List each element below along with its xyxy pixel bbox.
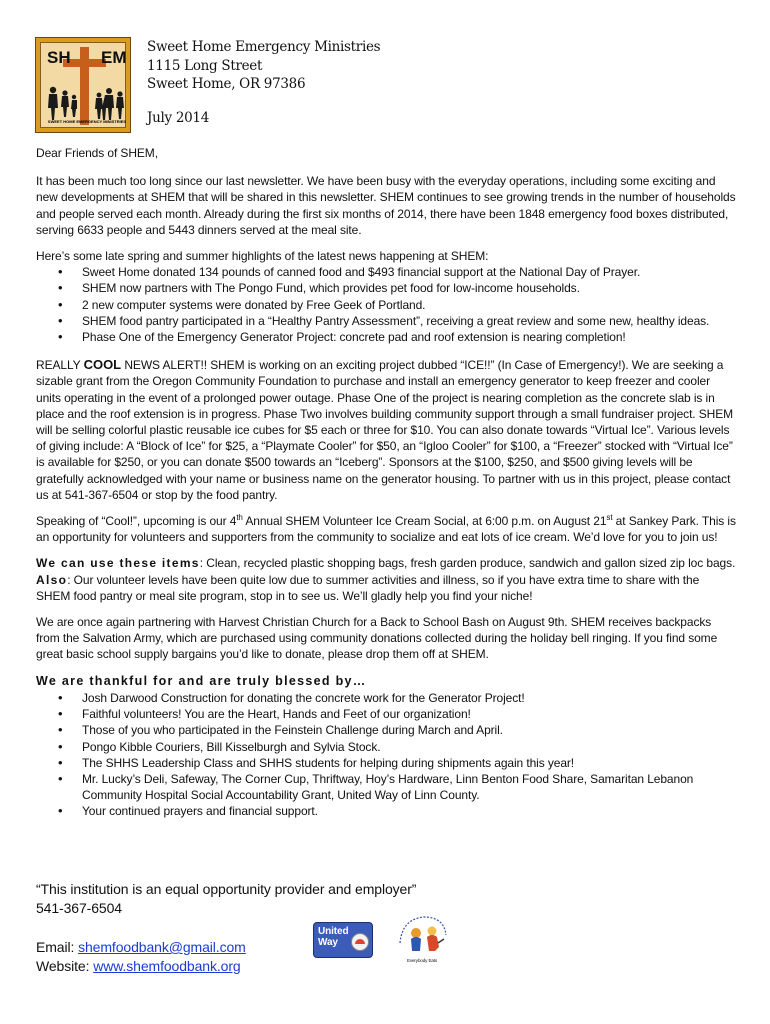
thanks-list: [36, 690, 736, 820]
alert-cool-word: COOL: [83, 357, 122, 373]
list-item: • The SHHS Leadership Class and SHHS students for helping during shipments again this year!: [36, 755, 736, 771]
website-label: Website:: [36, 958, 94, 974]
united-way-line-2: Way: [318, 937, 338, 948]
linn-benton-caption: Everybody Eats: [406, 958, 438, 963]
social-sup-2: st: [606, 513, 613, 523]
food-share-figures-icon: [392, 913, 452, 957]
highlights-lead: Here’s some late spring and summer highlights of the latest news happening at SHEM:: [36, 249, 489, 264]
letterhead-address: [147, 38, 380, 127]
list-item: • Josh Darwood Construction for donating the concrete work for the Generator Project!: [36, 690, 736, 706]
intro-paragraph: It has been much too long since our last newsletter. We have been busy with the everyday operations, including some exciting and new developments at SHEM that will be shared in this newsletter. SHEM continues to see growing trends in the number of households and people served each month. Already during the first six months of 2014, there have been 1848 emergency food boxes distributed, serving 6633 people and 5443 dinners served at the meal site.: [36, 174, 736, 237]
logo-letters: [47, 48, 127, 67]
email-link[interactable]: shemfoodbank@gmail.com: [78, 939, 246, 955]
alert-text: NEWS ALERT!! SHEM is working on an exciting project dubbed “ICE!!” (In Case of Emergency!). We are seeking a sizable grant from the Oregon Community Foundation to purchase and install an emergency generator to keep freezer and cooler units operating in the event of a prolonged power outage. Phase One of the project is nearing completion as the concrete slab is in place and the roof extension is in progress. Phase Two involves building community support through a small fundraiser project. SHEM will be selling colorful plastic reusable ice cubes for $5 each or three for $10. You can also donate towards “Virtual Ice”. Various levels of giving include: A “Block of Ice” for $25, a “Playmate Cooler” for $50, an “Igloo Cooler” for $100, a “Freezer” stocked with “Virtual Ice” is available for $250, or you can donate $500 towards an “Iceberg”. Sponsors at the $100, $250, and $500 giving levels will be gratefully acknowledged with your name or business name on the generator housing. To partner with us in this project, please contact us at 541-367-6504 or stop by the food pantry.: [36, 358, 734, 502]
alert-prefix: REALLY: [36, 358, 84, 373]
list-item: • SHEM food pantry participated in a “Healthy Pantry Assessment”, receiving a great review and some new, healthy ideas.: [36, 313, 736, 329]
list-item: • 2 new computer systems were donated by Free Geek of Portland.: [36, 297, 736, 313]
footer: [36, 880, 436, 976]
list-item: • SHEM now partners with The Pongo Fund, which provides pet food for low-income households.: [36, 280, 736, 296]
items-needed-text: : Clean, recycled plastic shopping bags, fresh garden produce, sandwich and gallon sized zip loc bags.: [199, 556, 736, 571]
email-line: [36, 938, 436, 957]
items-needed-heading: We can use these items: [36, 556, 200, 571]
list-item: • Faithful volunteers! You are the Heart, Hands and Feet of our organization!: [36, 706, 736, 722]
street-address: 1115 Long Street: [147, 57, 263, 74]
list-item: • Phase One of the Emergency Generator Project: concrete pad and roof extension is nearing completion!: [36, 329, 736, 345]
email-label: Email:: [36, 939, 79, 955]
united-way-wordmark: [318, 926, 349, 948]
also-text: : Our volunteer levels have been quite low due to summer activities and illness, so if you have extra time to share with the SHEM food pantry or meal site program, stop in to see us. We’ll gladly help you find your niche!: [36, 572, 700, 603]
linn-benton-food-share-logo-icon: [392, 913, 452, 963]
united-way-line-1: United: [318, 926, 349, 937]
united-way-hand-icon: [351, 933, 369, 951]
footer-phone: 541-367-6504: [36, 900, 122, 916]
newsletter-body: [36, 145, 736, 832]
ice-alert-paragraph: [36, 357, 736, 503]
newsletter-date: July 2014: [147, 109, 209, 126]
list-item: • Those of you who participated in the Feinstein Challenge during March and April.: [36, 722, 736, 738]
social-text-1: Speaking of “Cool!”, upcoming is our 4: [36, 514, 237, 529]
list-item: • Pongo Kibble Couriers, Bill Kisselburgh and Sylvia Stock.: [36, 739, 736, 755]
list-item: • Sweet Home donated 134 pounds of canned food and $493 financial support at the National Day of Prayer.: [36, 264, 736, 280]
ice-cream-social-paragraph: [36, 513, 736, 545]
thanks-heading: We are thankful for and are truly blessed by…: [36, 673, 367, 688]
website-line: [36, 957, 436, 976]
greeting: Dear Friends of SHEM,: [36, 146, 158, 160]
logo-panel: [40, 42, 126, 128]
social-text-2: Annual SHEM Volunteer Ice Cream Social, at 6:00 p.m. on August 21: [242, 514, 607, 529]
list-item: • Your continued prayers and financial support.: [36, 803, 736, 819]
social-text-3: at Sankey Park. This is an opportunity for volunteers and supporters from the community to socialize and eat lots of ice cream. We’d love for you to join us!: [36, 514, 736, 545]
logo-letters-right: EM: [101, 48, 127, 67]
city-state-zip: Sweet Home, OR 97386: [147, 76, 306, 92]
highlights-list: [36, 264, 736, 345]
shem-logo-icon: [35, 37, 131, 133]
equal-opportunity-statement: “This institution is an equal opportunity provider and employer”: [36, 881, 417, 897]
also-label: Also: [36, 572, 68, 587]
org-name: Sweet Home Emergency Ministries: [147, 39, 381, 55]
logo-letters-left: SH: [47, 48, 71, 67]
family-figures-icon: [44, 83, 128, 123]
back-to-school-paragraph: We are once again partnering with Harvest Christian Church for a Back to School Bash on August 9th. SHEM receives backpacks from the Salvation Army, which are purchased using community donations collected during the holiday bell ringing. If you find some great basic school supply bargains you’d like to donate, please drop them off at SHEM.: [36, 615, 718, 662]
united-way-logo-icon: [313, 922, 373, 958]
list-item: • Mr. Lucky’s Deli, Safeway, The Corner Cup, Thriftway, Hoy’s Hardware, Linn Benton Food Share, Samaritan Lebanon Community Hospital Social Accountability Grant, United Way of Linn County.: [36, 771, 736, 803]
website-link[interactable]: www.shemfoodbank.org: [93, 958, 241, 974]
logo-caption: SWEET HOME EMERGENCY MINISTRIES: [47, 119, 127, 124]
social-sup-1: th: [236, 513, 243, 523]
items-needed-paragraph: [36, 555, 736, 604]
